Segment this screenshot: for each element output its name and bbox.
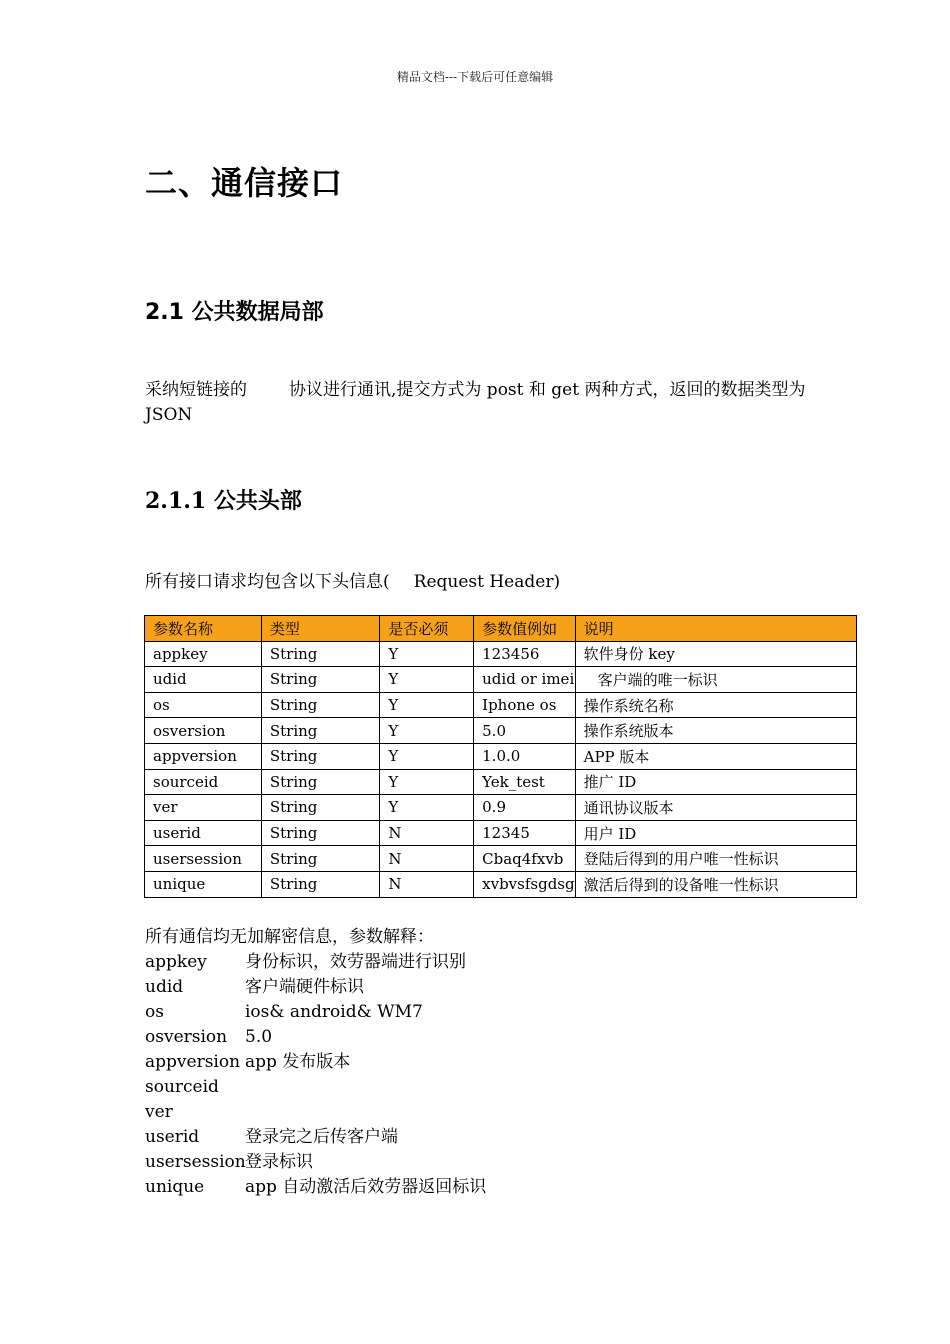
definition-item (145, 1050, 486, 1075)
table-row (145, 871, 857, 897)
header-description: 说明 (575, 616, 856, 642)
subsection-heading: 2.1.1 公共头部 (145, 488, 302, 514)
cell-example: 0.9 (474, 795, 575, 821)
cell-description: 推广 ID (575, 769, 856, 795)
table-row (145, 846, 857, 872)
cell-description: 操作系统版本 (575, 718, 856, 744)
cell-param: sourceid (145, 769, 262, 795)
cell-param: appkey (145, 641, 262, 667)
parameter-definitions (145, 925, 486, 1200)
description-part-1: 采纳短链接的 (145, 380, 247, 400)
cell-param: usersession (145, 846, 262, 872)
cell-description: 登陆后得到的用户唯一性标识 (575, 846, 856, 872)
cell-description: 软件身份 key (575, 641, 856, 667)
table-header-row (145, 616, 857, 642)
definition-value: app 自动激活后效劳器返回标识 (245, 1177, 487, 1197)
cell-example: Iphone os (474, 692, 575, 718)
definition-item (145, 1100, 486, 1125)
page-title: 二、通信接口 (145, 164, 344, 202)
cell-description (575, 667, 856, 693)
definition-key: ver (145, 1102, 173, 1122)
cell-type: String (261, 718, 380, 744)
intro-part-1: 所有接口请求均包含以下头信息( (145, 572, 390, 592)
definition-item (145, 1075, 486, 1100)
cell-param: userid (145, 820, 262, 846)
intro-part-2: Request Header) (413, 572, 561, 592)
definition-key: appversion (145, 1052, 241, 1072)
cell-required: Y (380, 667, 474, 693)
cell-type: String (261, 743, 380, 769)
table-row (145, 795, 857, 821)
definition-key: os (145, 1002, 164, 1022)
definition-value: ios& android& WM7 (245, 1002, 423, 1022)
parameter-table (144, 615, 857, 898)
cell-example: xvbvsfsgdsg (474, 871, 575, 897)
description-part-2: 协议进行通讯,提交方式为 post 和 get 两种方式，返回的数据类型为 JSON (145, 380, 806, 425)
section-heading: 2.1 公共数据局部 (145, 300, 324, 325)
definition-key: userid (145, 1127, 200, 1147)
description-paragraph (145, 378, 825, 428)
definition-value: 登录完之后传客户端 (245, 1127, 398, 1147)
definition-item (145, 1025, 486, 1050)
cell-type: String (261, 769, 380, 795)
cell-example: udid or imei (474, 667, 575, 693)
cell-type: String (261, 641, 380, 667)
header-note: 精品文档---下载后可任意编辑 (396, 70, 554, 84)
cell-required: Y (380, 795, 474, 821)
cell-required: N (380, 820, 474, 846)
table-row (145, 820, 857, 846)
header-param-name: 参数名称 (145, 616, 262, 642)
cell-type: String (261, 871, 380, 897)
header-required: 是否必须 (380, 616, 474, 642)
cell-description: 用户 ID (575, 820, 856, 846)
cell-required: N (380, 846, 474, 872)
definition-key: unique (145, 1177, 205, 1197)
cell-example: 5.0 (474, 718, 575, 744)
definition-key: sourceid (145, 1077, 219, 1097)
table-row (145, 769, 857, 795)
definition-item (145, 950, 486, 975)
cell-description-text: 客户端的唯一标识 (597, 670, 718, 689)
table-row (145, 641, 857, 667)
definition-value: 登录标识 (245, 1152, 313, 1172)
header-example: 参数值例如 (474, 616, 575, 642)
cell-example: 12345 (474, 820, 575, 846)
definition-item (145, 975, 486, 1000)
definition-item (145, 1175, 486, 1200)
definition-item (145, 1150, 486, 1175)
table-intro (145, 567, 560, 592)
cell-param: os (145, 692, 262, 718)
cell-description: 激活后得到的设备唯一性标识 (575, 871, 856, 897)
cell-required: Y (380, 769, 474, 795)
cell-description: 操作系统名称 (575, 692, 856, 718)
cell-param: appversion (145, 743, 262, 769)
definition-value: 客户端硬件标识 (245, 977, 364, 997)
definition-item (145, 1000, 486, 1025)
definition-key: appkey (145, 952, 207, 972)
header-type: 类型 (261, 616, 380, 642)
cell-required: Y (380, 743, 474, 769)
cell-param: ver (145, 795, 262, 821)
cell-required: Y (380, 692, 474, 718)
cell-example: Cbaq4fxvb (474, 846, 575, 872)
definition-value: 5.0 (245, 1027, 273, 1047)
cell-required: N (380, 871, 474, 897)
table-row (145, 667, 857, 693)
cell-param: udid (145, 667, 262, 693)
table-row (145, 718, 857, 744)
cell-example: 1.0.0 (474, 743, 575, 769)
definition-value: app 发布版本 (245, 1052, 351, 1072)
cell-param: osversion (145, 718, 262, 744)
definition-value: 身份标识，效劳器端进行识别 (245, 952, 466, 972)
cell-type: String (261, 692, 380, 718)
definition-key: osversion (145, 1027, 228, 1047)
table-row (145, 692, 857, 718)
definition-key: udid (145, 977, 184, 997)
definition-item (145, 1125, 486, 1150)
cell-type: String (261, 820, 380, 846)
cell-required: Y (380, 718, 474, 744)
notes-title: 所有通信均无加解密信息，参数解释： (145, 927, 434, 947)
cell-param: unique (145, 871, 262, 897)
table-row (145, 743, 857, 769)
definition-key: usersession (145, 1152, 246, 1172)
cell-description: 通讯协议版本 (575, 795, 856, 821)
cell-description: APP 版本 (575, 743, 856, 769)
cell-type: String (261, 795, 380, 821)
cell-example: 123456 (474, 641, 575, 667)
cell-type: String (261, 846, 380, 872)
cell-required: Y (380, 641, 474, 667)
cell-type: String (261, 667, 380, 693)
cell-example: Yek_test (474, 769, 575, 795)
